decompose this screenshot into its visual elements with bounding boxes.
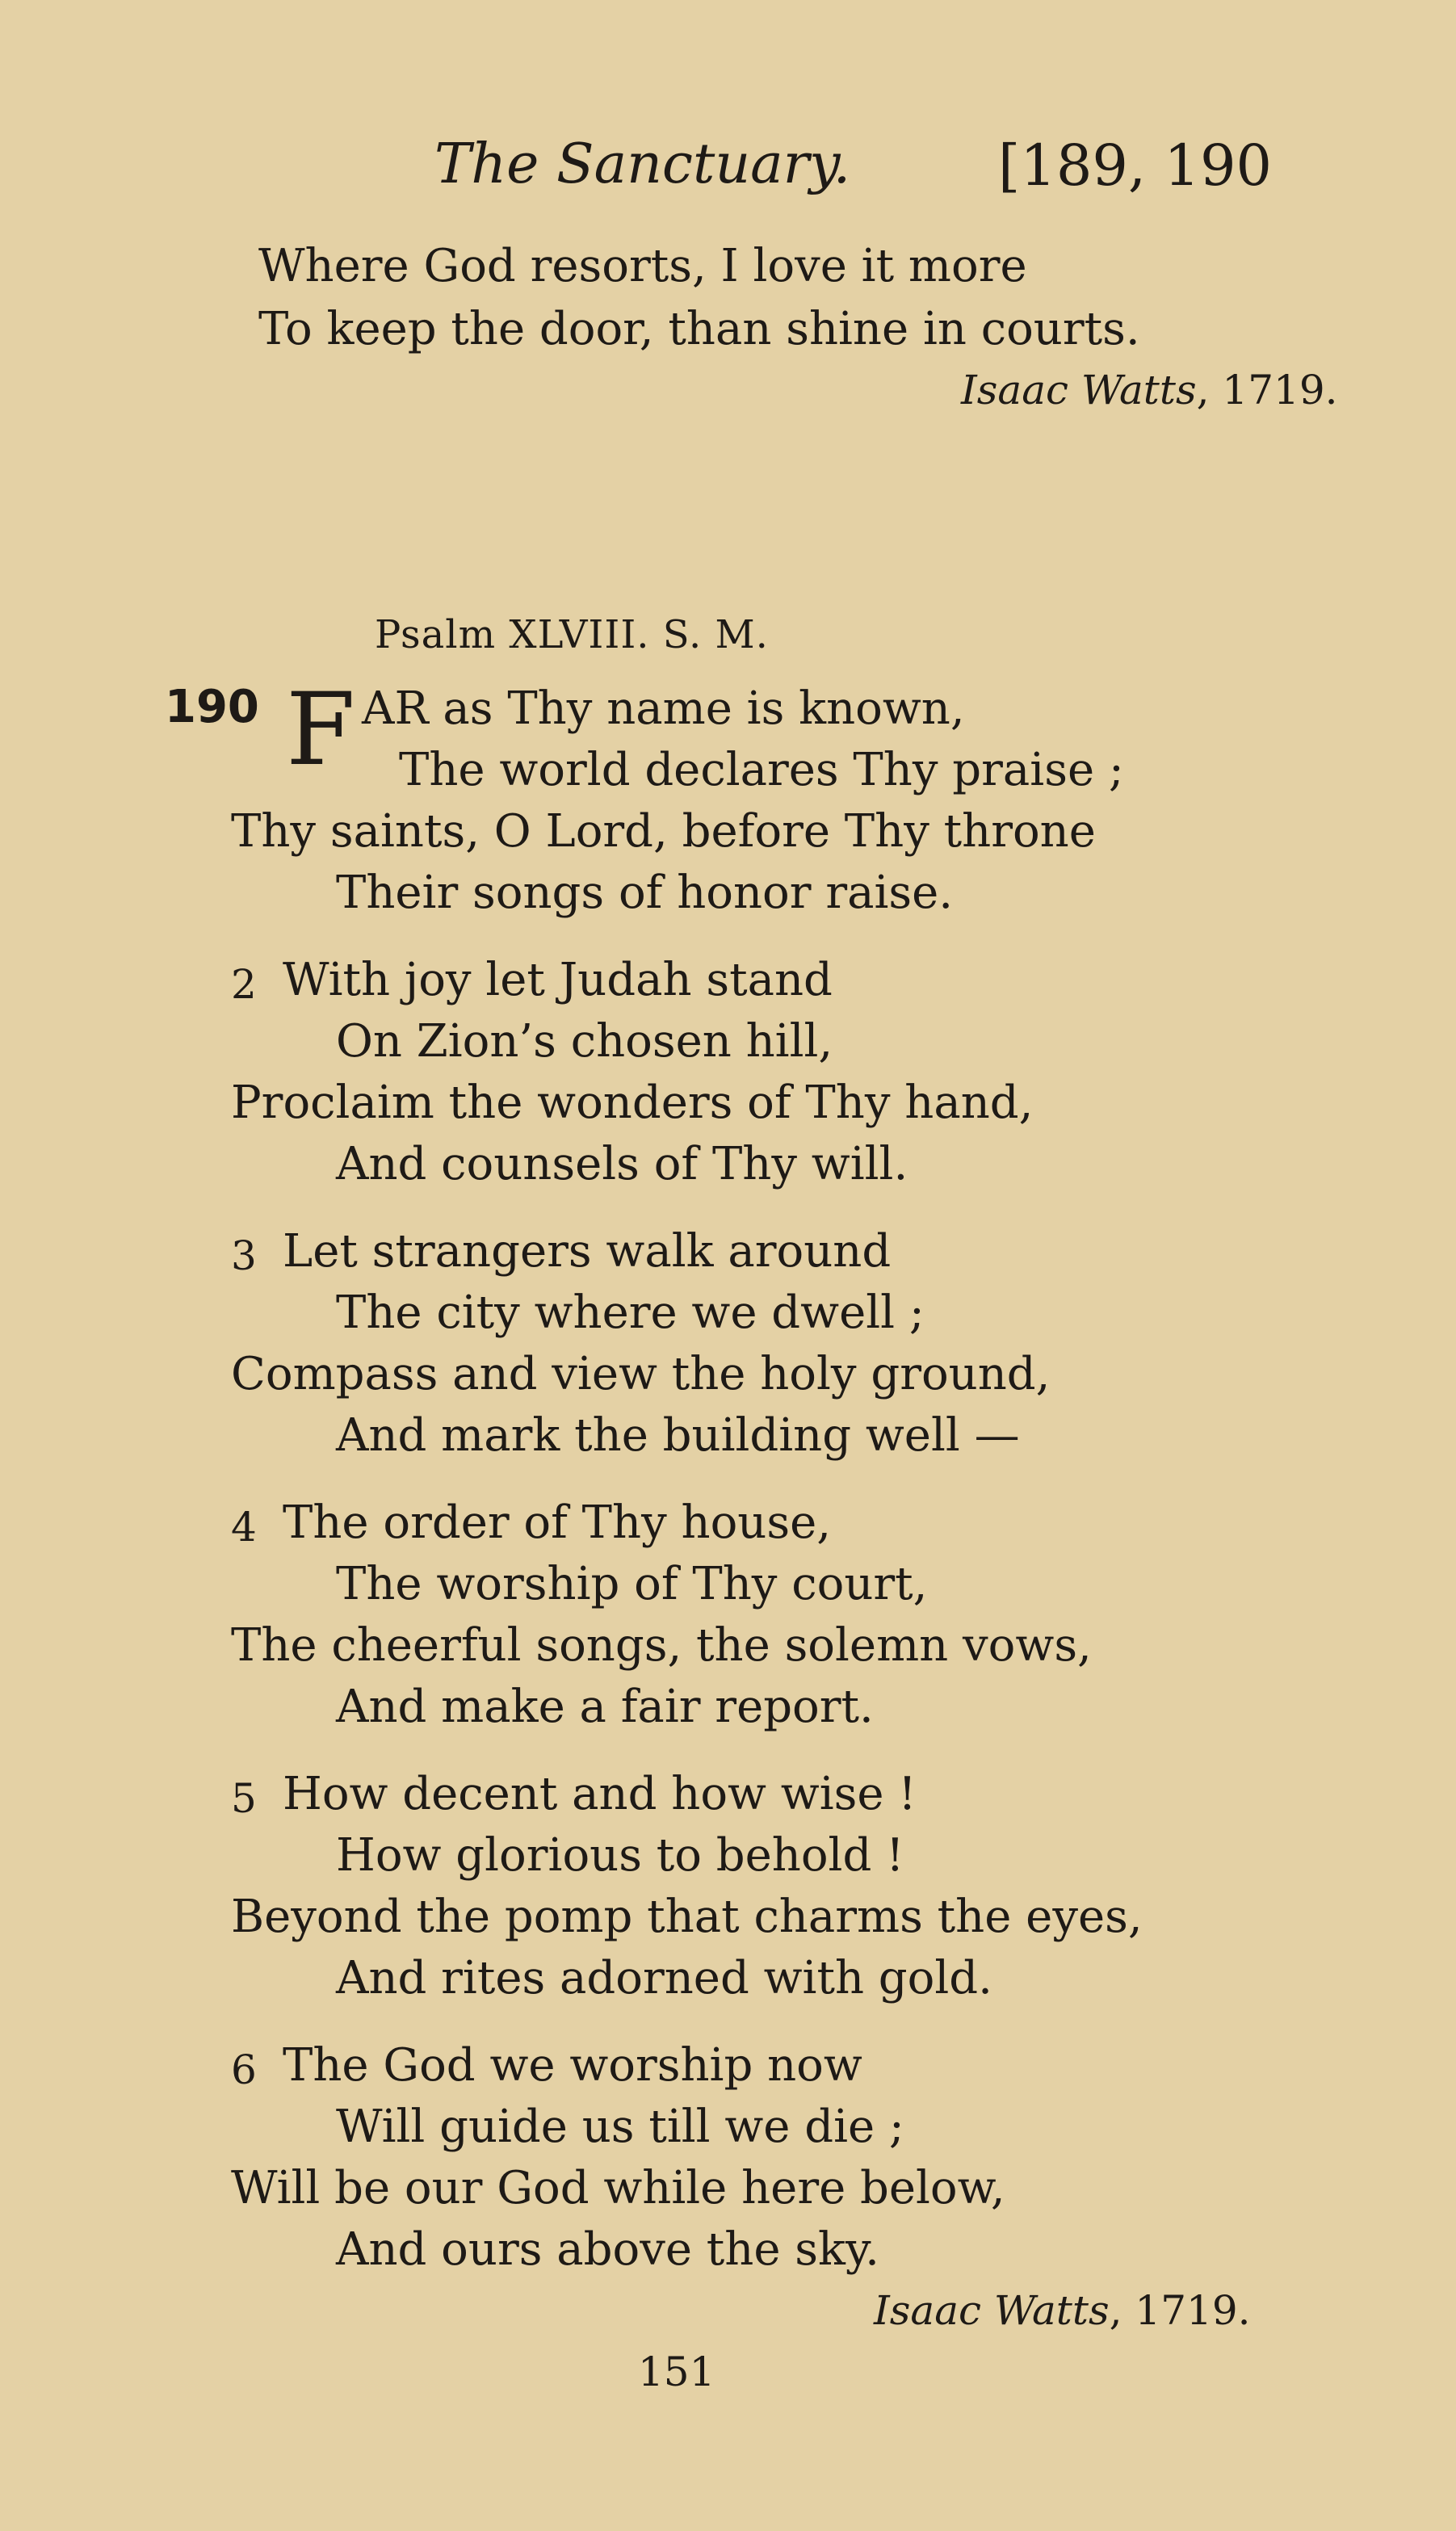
verse-line: Proclaim the wonders of Thy hand, [231, 1077, 1034, 1129]
verse-line: On Zion’s chosen hill, [336, 1015, 833, 1068]
stanza-number: 2 [231, 961, 257, 1008]
verse-line: And rites adorned with gold. [336, 1952, 992, 2004]
hymn-number: 190 [165, 681, 259, 733]
verse-line: The order of Thy house, [283, 1496, 832, 1549]
psalm-heading [375, 612, 769, 657]
author-name: Isaac Watts [961, 367, 1197, 413]
verse-line: And mark the building well — [336, 1409, 1020, 1462]
verse-line: The cheerful songs, the solemn vows, [231, 1619, 1092, 1672]
verse-line: The world declares Thy praise ; [399, 744, 1124, 796]
verse-line: Will be our God while here below, [231, 2162, 1005, 2214]
verse-line: How decent and how wise ! [283, 1768, 917, 1820]
verse-line: With joy let Judah stand [283, 954, 833, 1006]
verse-line: The God we worship now [283, 2039, 862, 2092]
hymn-190-attribution [874, 2287, 1251, 2334]
running-title: The Sanctuary. [434, 132, 851, 196]
verse-line: The worship of Thy court, [336, 1558, 928, 1610]
verse-line: How glorious to behold ! [336, 1829, 904, 1882]
attribution-year: , 1719. [1196, 367, 1338, 413]
stanza-number: 3 [231, 1232, 257, 1279]
stanza-number: 5 [231, 1775, 257, 1822]
verse-line: Their songs of honor raise. [336, 867, 954, 919]
author-name: Isaac Watts [874, 2287, 1110, 2334]
stanza-number: 4 [231, 1504, 257, 1551]
verse-line: Beyond the pomp that charms the eyes, [231, 1891, 1143, 1943]
verse-line: And counsels of Thy will. [336, 1138, 908, 1190]
verse-line: Will guide us till we die ; [336, 2101, 904, 2153]
verse-line: Let strangers walk around [283, 1225, 892, 1278]
hymn-189-attribution [961, 367, 1338, 413]
stanza-number: 6 [231, 2046, 257, 2093]
psalm-heading-word: Psalm [375, 612, 497, 657]
verse-line: Thy saints, O Lord, before Thy throne [231, 805, 1096, 858]
page-number: 151 [638, 2348, 715, 2395]
verse-line: AR as Thy name is known, [362, 682, 965, 735]
verse-line: The city where we dwell ; [336, 1286, 925, 1339]
verse-line: To keep the door, than shine in courts. [258, 303, 1140, 355]
verse-line: And ours above the sky. [336, 2223, 879, 2276]
attribution-year: , 1719. [1109, 2287, 1251, 2334]
drop-cap: F [286, 672, 356, 788]
verse-line: Where God resorts, I love it more [258, 240, 1027, 292]
verse-line: And make a fair report. [336, 1681, 874, 1733]
psalm-heading-rest: XLVIII. S. M. [509, 612, 769, 657]
hymn-number-range: [189, 190 [998, 132, 1273, 199]
verse-line: Compass and view the holy ground, [231, 1348, 1051, 1400]
